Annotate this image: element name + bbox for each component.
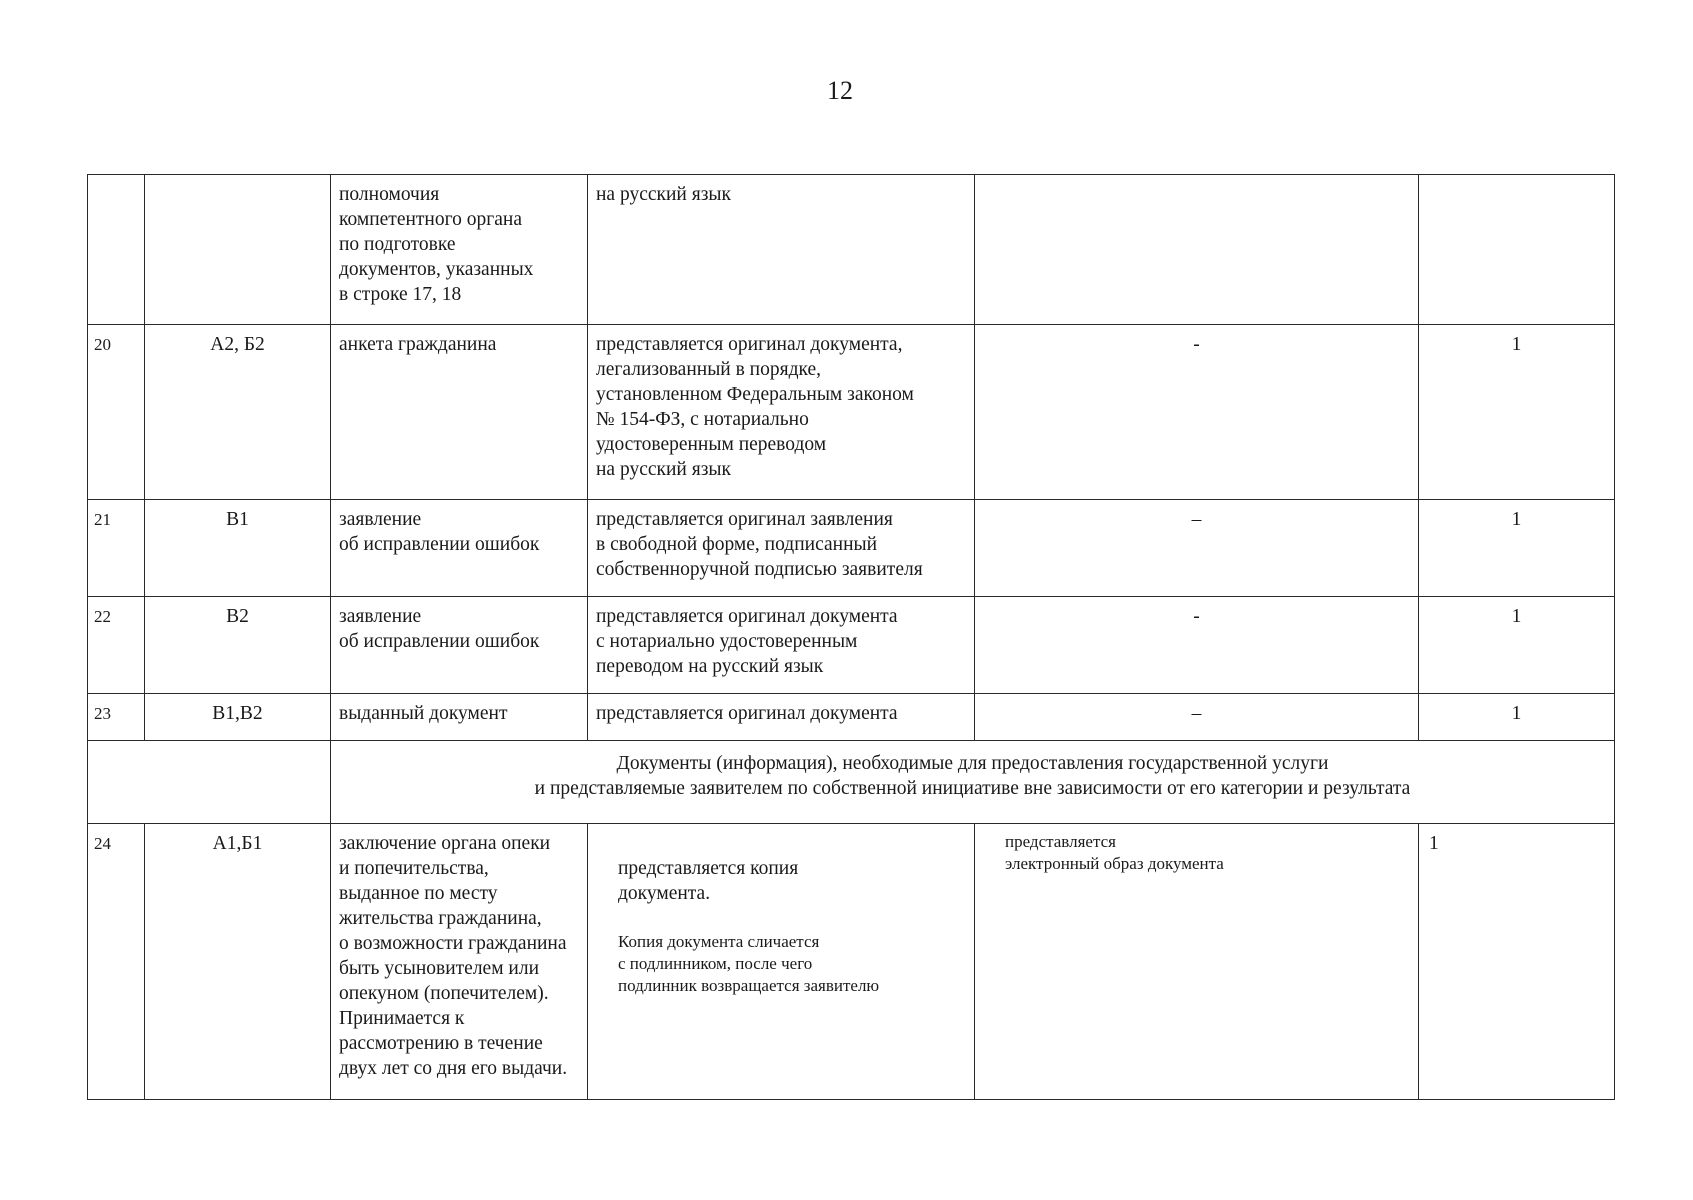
applicant-category: А1,Б1 [145, 824, 331, 1100]
row-number: 24 [88, 824, 145, 1100]
presentation-main: представляется копия документа. [618, 858, 799, 904]
section-empty-cell [88, 741, 331, 824]
document-name: заявление об исправлении ошибок [331, 597, 588, 694]
row-number: 22 [88, 597, 145, 694]
presentation-note: Копия документа сличается с подлинником, после чего подлинник возвращается заявителю [618, 932, 880, 995]
presentation-requirement: на русский язык [588, 175, 975, 325]
document-name: анкета гражданина [331, 325, 588, 500]
table-row [88, 500, 1615, 597]
applicant-category: В1,В2 [145, 694, 331, 741]
applicant-category: В2 [145, 597, 331, 694]
document-count [1419, 175, 1615, 325]
document-count: 1 [1419, 694, 1615, 741]
document-name: выданный документ [331, 694, 588, 741]
document-count: 1 [1419, 325, 1615, 500]
document-count: 1 [1419, 824, 1615, 1100]
row-number [88, 175, 145, 325]
document-name: полномочия компетентного органа по подготовке документов, указанных в строке 17, 18 [331, 175, 588, 325]
presentation-requirement: представляется оригинал документа, легализованный в порядке, установленном Федеральным законом № 154-ФЗ, с нотариально удостоверенным переводом на русский язык [588, 325, 975, 500]
row-number: 23 [88, 694, 145, 741]
electronic-form: – [975, 500, 1419, 597]
presentation-requirement: представляется оригинал документа с нотариально удостоверенным переводом на русский язык [588, 597, 975, 694]
documents-table [87, 174, 1615, 1100]
row-number: 21 [88, 500, 145, 597]
electronic-form: - [975, 325, 1419, 500]
table-row [88, 824, 1615, 1100]
applicant-category: В1 [145, 500, 331, 597]
page-number: 12 [827, 76, 853, 105]
presentation-requirement: представляется оригинал заявления в свободной форме, подписанный собственноручной подписью заявителя [588, 500, 975, 597]
table-row [88, 694, 1615, 741]
section-title: Документы (информация), необходимые для предоставления государственной услуги и представляемые заявителем по собственной инициативе вне зависимости от его категории и результата [331, 741, 1615, 824]
electronic-form: – [975, 694, 1419, 741]
table-row [88, 175, 1615, 325]
applicant-category [145, 175, 331, 325]
electronic-form: представляется электронный образ документа [975, 824, 1419, 1100]
document-count: 1 [1419, 597, 1615, 694]
presentation-requirement: представляется оригинал документа [588, 694, 975, 741]
electronic-form: - [975, 597, 1419, 694]
document-name: заявление об исправлении ошибок [331, 500, 588, 597]
presentation-requirement [588, 824, 975, 1100]
document-name: заключение органа опеки и попечительства, выданное по месту жительства гражданина, о возможности гражданина быть усыновителем или опекуном (попечителем). Принимается к рассмотрению в течение двух лет со дня его выдачи. [331, 824, 588, 1100]
table-row [88, 597, 1615, 694]
table-row [88, 325, 1615, 500]
electronic-form [975, 175, 1419, 325]
applicant-category: А2, Б2 [145, 325, 331, 500]
row-number: 20 [88, 325, 145, 500]
section-header-row [88, 741, 1615, 824]
document-count: 1 [1419, 500, 1615, 597]
